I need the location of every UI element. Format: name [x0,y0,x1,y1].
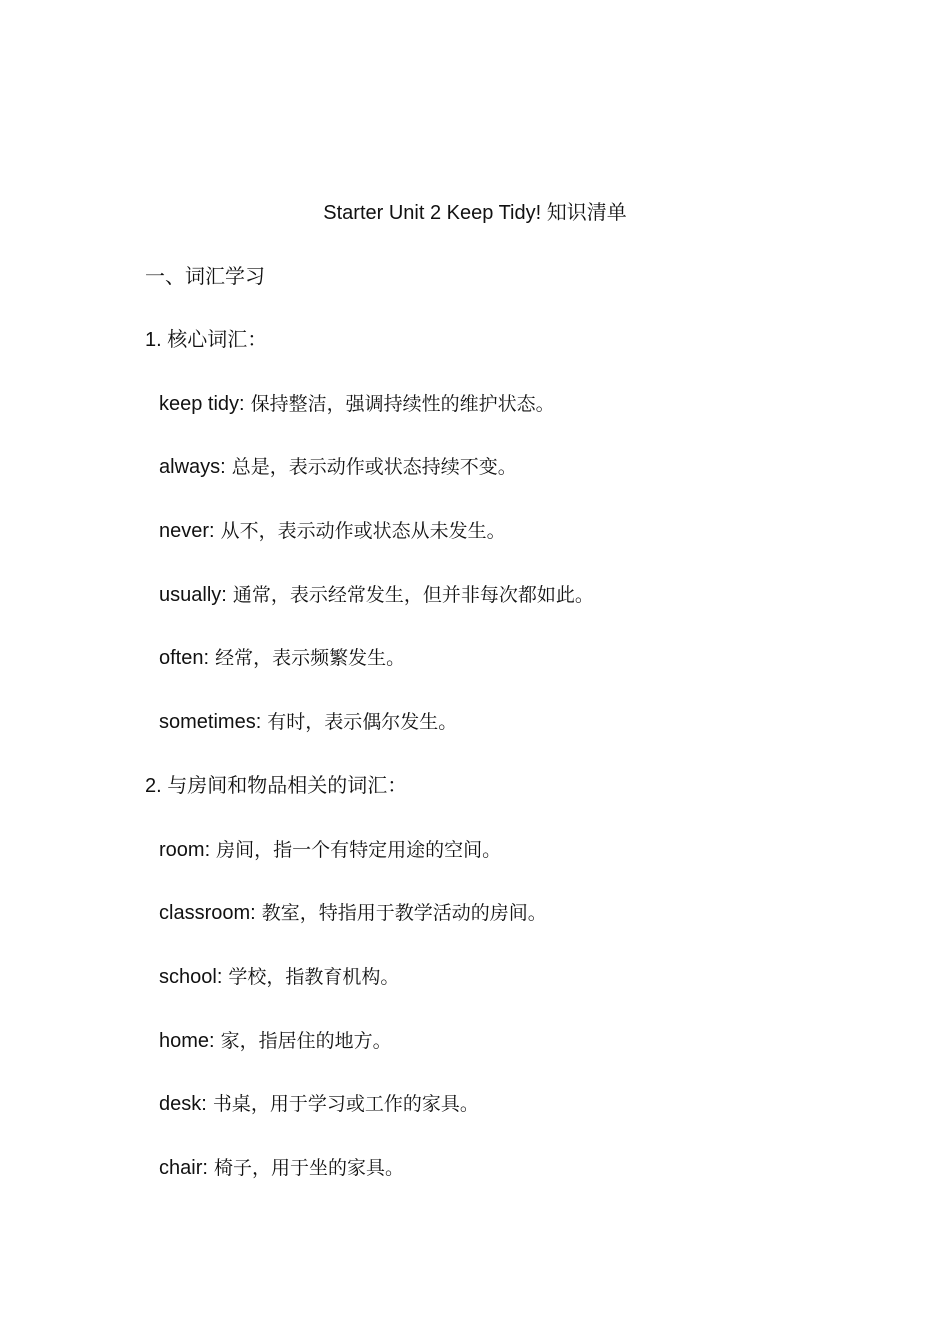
vocab-definition: 经常，表示频繁发生。 [209,647,406,669]
vocab-term: always: [159,456,226,478]
vocab-definition: 书桌，用于学习或工作的家具。 [206,1093,479,1115]
subsection-heading-room-words: 2. 与房间和物品相关的词汇： [145,775,408,797]
vocab-term: classroom: [159,902,256,924]
vocab-term: sometimes: [159,711,262,733]
vocab-term: keep tidy: [159,393,245,415]
vocab-entry [159,580,594,610]
vocab-definition: 有时，表示偶尔发生。 [261,711,458,733]
vocab-term: often: [159,647,210,669]
vocab-entry [159,835,501,865]
vocab-entry [159,707,457,737]
vocab-entry [159,1153,404,1183]
vocab-definition: 房间，指一个有特定用途的空间。 [210,839,502,861]
vocab-term: school: [159,966,223,988]
subsection-heading-core-words: 1. 核心词汇： [145,329,268,351]
vocab-entry [159,898,547,928]
vocab-definition: 椅子，用于坐的家具。 [207,1157,404,1179]
vocab-term: never: [159,520,215,542]
vocab-entry [159,389,555,419]
vocab-definition: 通常，表示经常发生，但并非每次都如此。 [226,584,594,606]
vocab-entry [159,516,506,546]
vocab-entry [159,962,399,992]
vocab-definition: 总是，表示动作或状态持续不变。 [225,456,517,478]
vocab-definition: 教室，特指用于教学活动的房间。 [255,902,547,924]
vocab-definition: 学校，指教育机构。 [222,966,400,988]
vocab-term: desk: [159,1093,207,1115]
vocab-definition: 家，指居住的地方。 [214,1030,392,1052]
vocab-term: chair: [159,1157,208,1179]
vocab-entry [159,452,517,482]
vocab-definition: 从不，表示动作或状态从未发生。 [214,520,506,542]
document-title: Starter Unit 2 Keep Tidy! 知识清单 [323,202,627,224]
section-heading-vocabulary: 一、词汇学习 [145,266,265,288]
vocab-term: room: [159,839,211,861]
vocab-entry [159,1026,392,1056]
vocab-term: home: [159,1030,215,1052]
vocab-term: usually: [159,584,227,606]
vocab-entry [159,643,405,673]
vocab-definition: 保持整洁，强调持续性的维护状态。 [244,393,555,415]
vocab-entry [159,1089,479,1119]
